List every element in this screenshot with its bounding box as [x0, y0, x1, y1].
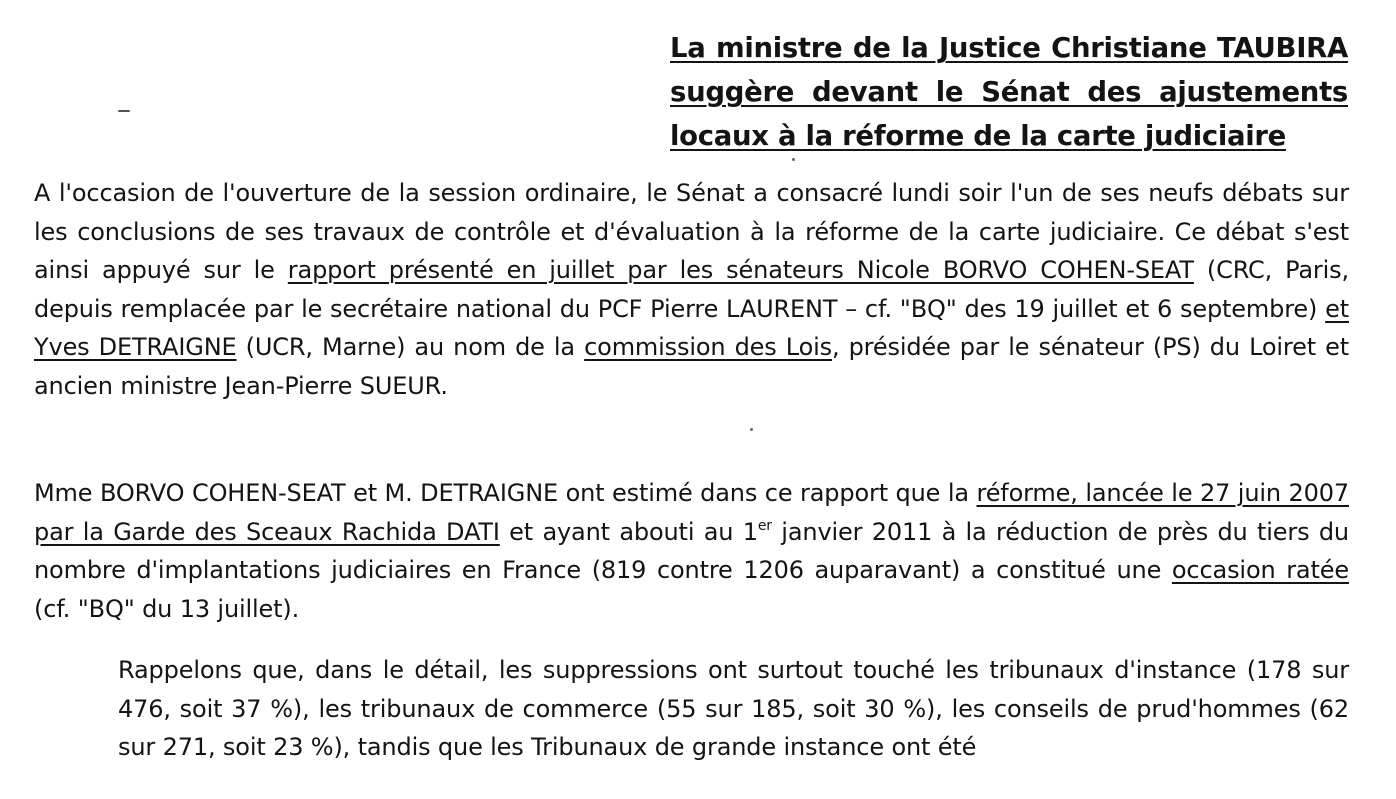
paragraph-2-text: janvier 2011 à la réduction de près du tiers du nombre d'implantations judiciaires en France (819 contre 1206 auparavant) a constitué une — [34, 517, 1349, 585]
scan-dot — [750, 428, 753, 431]
title-line-1: La ministre de la Justice Christiane TAUBIRA — [670, 32, 1348, 64]
paragraph-1-text: (UCR, Marne) au nom de la — [236, 333, 585, 362]
underlined-phrase: et Yves DETRAIGNE — [34, 294, 1349, 362]
underlined-phrase: réforme, lancée le 27 juin 2007 par la Garde des Sceaux Rachida DATI — [34, 479, 1349, 546]
title-line-3: locaux à la réforme de la carte judiciaire — [670, 120, 1286, 152]
paragraph-2-text: Mme BORVO COHEN-SEAT et M. DETRAIGNE ont estimé dans ce rapport que la — [34, 479, 977, 507]
paragraph-2-text: et ayant abouti au 1 — [499, 517, 758, 546]
scan-dot — [792, 158, 795, 161]
paragraph-1-text: (CRC, Paris, depuis remplacée par le secrétaire national du PCF Pierre LAURENT – cf. "BQ" des 19 juillet et 6 septembre) — [34, 256, 1349, 323]
paragraph-3: Rappelons que, dans le détail, les suppressions ont surtout touché les tribunaux d'instance (178 sur 476, soit 37 %), les tribunaux de commerce (55 sur 185, soit 30 %), les conseils de prud'hommes (62 sur 271, soit 23 %), tandis que les Tribunaux de grande instance ont été — [118, 656, 1349, 762]
underlined-phrase: commission des Lois — [584, 333, 832, 362]
paragraph-1 — [34, 174, 1349, 406]
article-title — [670, 26, 1348, 158]
superscript: er — [757, 517, 772, 534]
paragraph-2 — [34, 474, 1349, 628]
title-line-2: suggère devant le Sénat des ajustements — [670, 76, 1348, 108]
paragraph-2-text: (cf. "BQ" du 13 juillet). — [34, 594, 300, 623]
paragraph-1-text: , présidée par le sénateur (PS) du Loiret et ancien ministre Jean-Pierre SUEUR. — [34, 333, 1349, 400]
underlined-phrase: occasion ratée — [1171, 556, 1349, 585]
scan-speck — [118, 110, 130, 112]
underlined-phrase: rapport présenté en juillet par les sénateurs Nicole BORVO COHEN-SEAT — [287, 256, 1194, 285]
paragraph-1-text: A l'occasion de l'ouverture de la session ordinaire, le Sénat a consacré lundi soir l'un de ses neufs débats sur les conclusions de ses travaux de contrôle et d'évaluation à la réforme de la carte judiciaire. Ce débat s'est ainsi appuyé sur le — [34, 179, 1349, 285]
